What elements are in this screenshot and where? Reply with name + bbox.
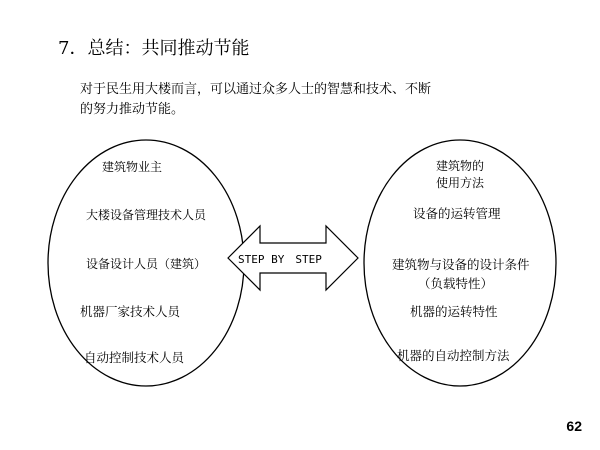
- right-item-operation-management: 设备的运转管理: [413, 206, 501, 221]
- slide-title: 7．总结：共同推动节能: [58, 38, 250, 59]
- right-item-machine-operation: 机器的运转特性: [410, 304, 498, 319]
- left-item-automation-engineers: 自动控制技术人员: [84, 350, 185, 365]
- right-item-design-conditions: 建筑物与设备的设计条件: [392, 257, 530, 272]
- left-item-manufacturer-engineers: 机器厂家技术人员: [80, 304, 181, 319]
- arrow-label: STEP BY STEP: [238, 253, 322, 266]
- left-item-facility-engineers: 大楼设备管理技术人员: [86, 208, 207, 222]
- intro-line-1: 对于民生用大楼而言，可以通过众多人士的智慧和技术、不断: [80, 82, 432, 97]
- intro-line-2: 的努力推动节能。: [80, 102, 185, 117]
- right-header: [410, 158, 510, 192]
- right-item-automatic-control: 机器的自动控制方法: [397, 348, 510, 363]
- left-item-owner: 建筑物业主: [102, 160, 163, 174]
- right-header-line-1: 建筑物的: [435, 159, 484, 173]
- page-number: 62: [566, 418, 582, 434]
- left-item-equipment-designers: 设备设计人员（建筑）: [86, 257, 207, 271]
- right-header-line-2: 使用方法: [435, 176, 484, 190]
- right-item-load-characteristics: （负载特性）: [418, 276, 494, 291]
- intro-text: [80, 80, 431, 120]
